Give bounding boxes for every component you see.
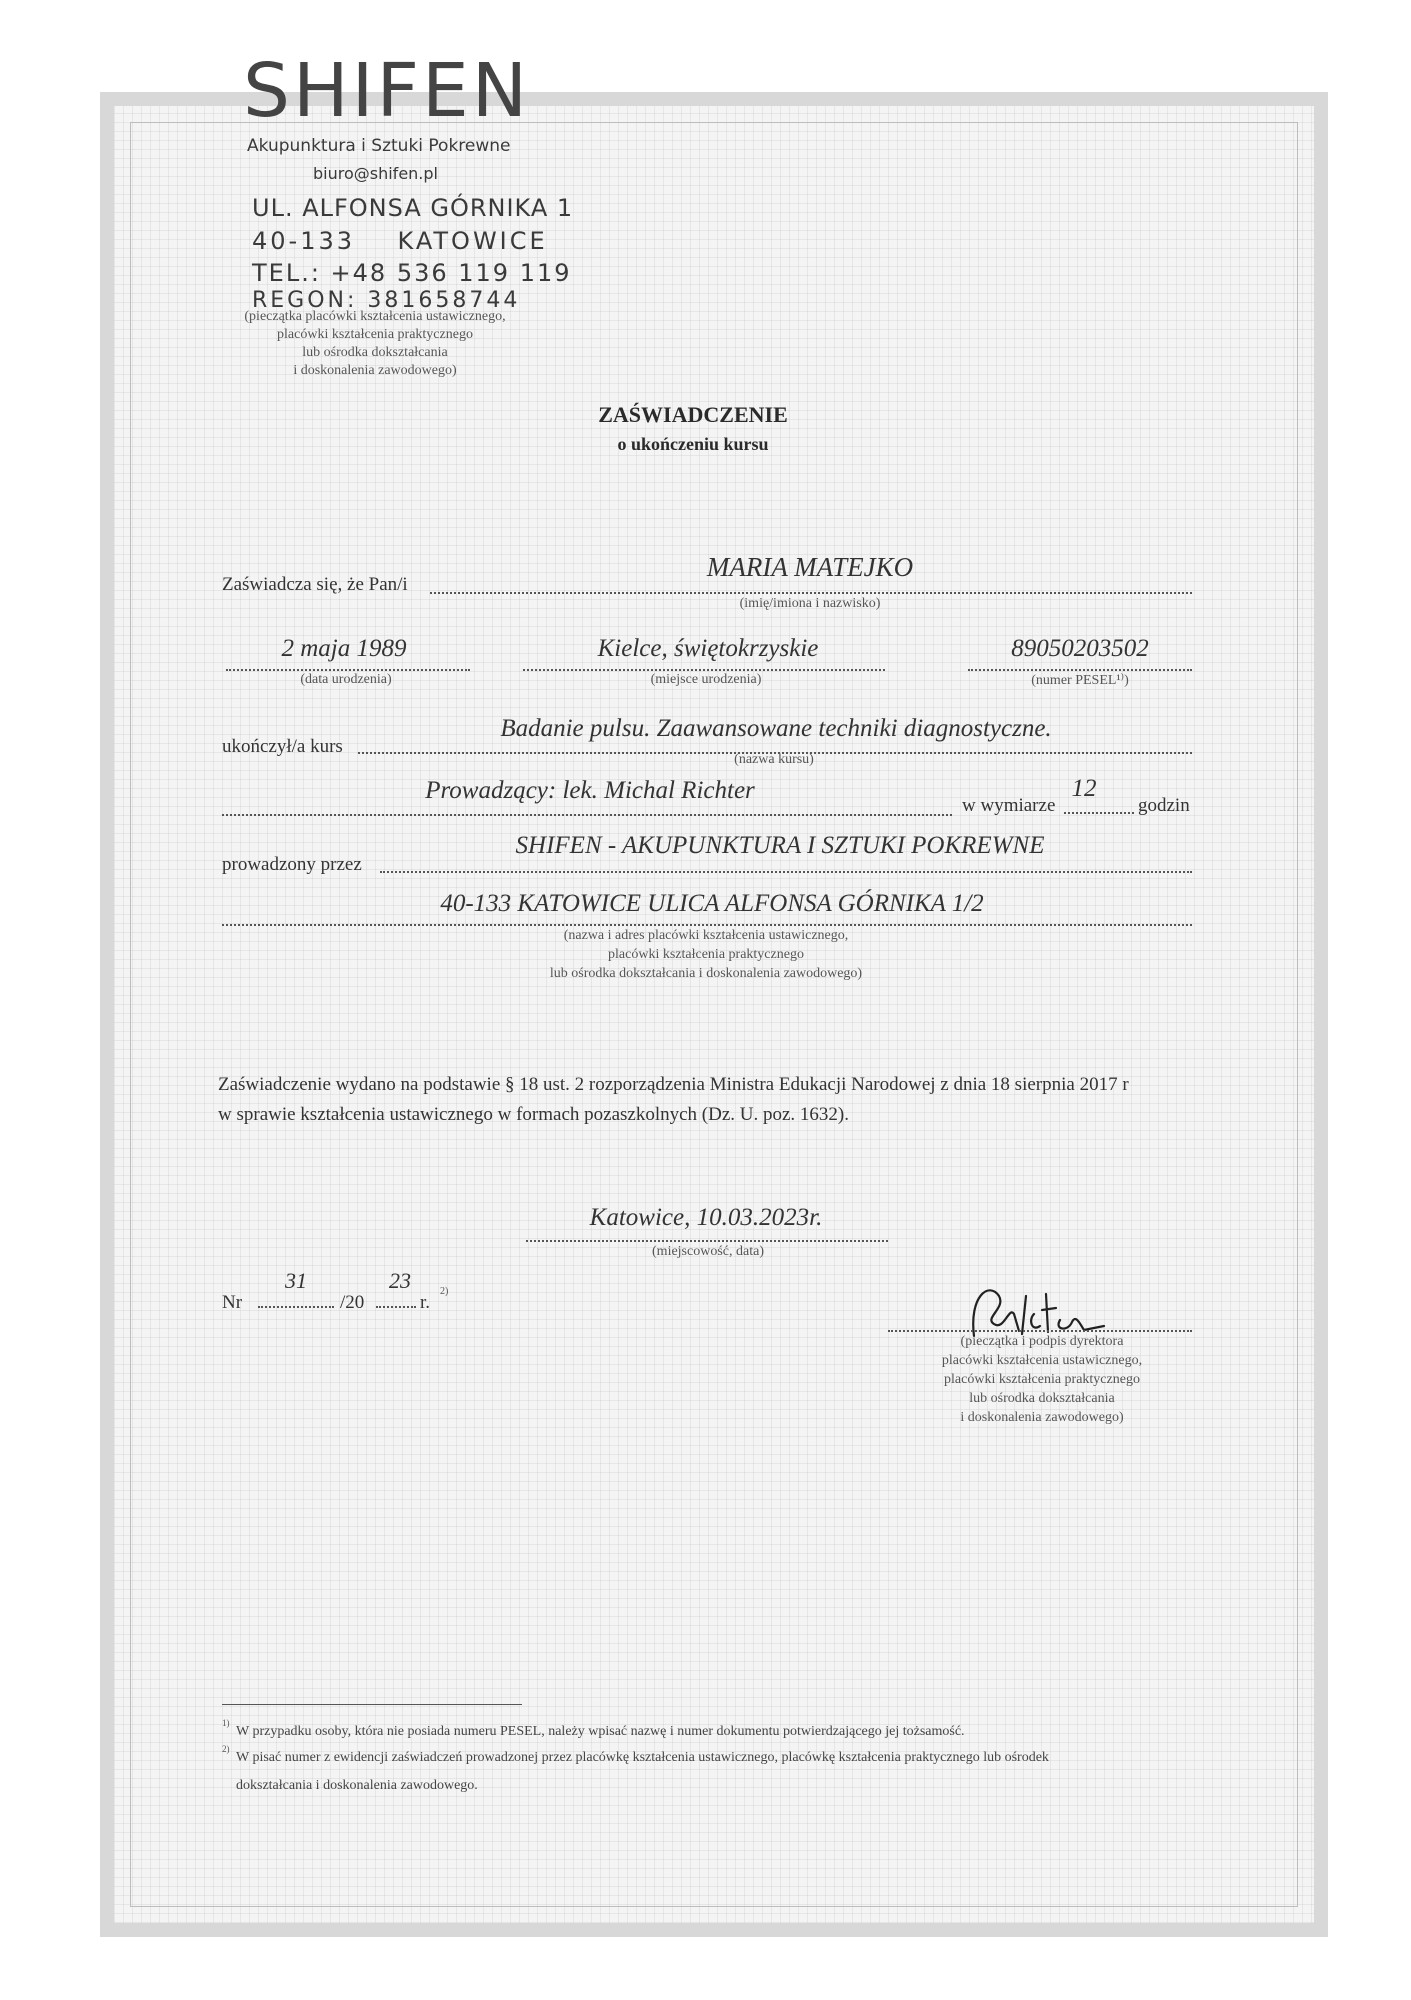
stamp-caption-line: lub ośrodka dokształcania [302,345,448,360]
birth-place: Kielce, świętokrzyskie [597,635,819,662]
certificate-inner-frame [130,122,1298,1907]
number-suffix: r. [420,1292,431,1313]
birth-date: 2 maja 1989 [281,635,407,662]
pesel-caption: (numer PESEL¹⁾) [1031,673,1129,688]
signature-caption-line: placówki kształcenia ustawicznego, [941,1353,1143,1368]
stamp-caption-line: placówki kształcenia praktycznego [277,327,473,342]
dotted-line [968,669,1192,671]
signature-caption-line: (pieczątka i podpis dyrektora [960,1334,1124,1349]
footnote1-text: W przypadku osoby, która nie posiada numeru PESEL, należy wpisać nazwę i numer dokumentu potwierdzającego jej tożsamość. [236,1724,965,1739]
stamp-regon: REGON: 381658744 [252,288,521,313]
organizer-name: SHIFEN - AKUPUNKTURA I SZTUKI POKREWNE [515,832,1045,859]
number-middle: /20 [340,1292,365,1313]
organizer-caption-line: placówki kształcenia praktycznego [608,947,804,962]
dotted-line [380,871,1192,873]
company-logo: SHIFEN [243,48,531,134]
person-name: MARIA MATEJKO [706,552,914,582]
footnote-separator [222,1704,522,1705]
course-label: ukończył/a kurs [222,736,343,757]
signature-caption-line: placówki kształcenia praktycznego [944,1372,1140,1387]
course-caption: (nazwa kursu) [734,752,814,767]
dotted-line [526,1240,888,1242]
signature-caption-line: i doskonalenia zawodowego) [960,1410,1124,1425]
pesel-number: 89050203502 [1011,635,1149,662]
stamp-subtitle: Akupunktura i Sztuki Pokrewne [247,136,511,156]
dotted-line [523,669,885,671]
document-subtitle: o ukończeniu kursu [617,434,769,454]
dotted-line [376,1306,416,1308]
birth-date-caption: (data urodzenia) [300,672,392,687]
stamp-address-line2: 40-133 KATOWICE [252,227,548,255]
legal-basis [218,1070,1129,1130]
dotted-line [430,592,1192,594]
course-instructor: Prowadzący: lek. Michal Richter [425,777,755,804]
hours-unit: godzin [1138,795,1190,816]
signature-caption [942,1332,1142,1427]
stamp-caption-line: (pieczątka placówki kształcenia ustawicznego, [244,309,506,324]
issue-place-date: Katowice, 10.03.2023r. [589,1204,823,1231]
organizer-caption-line: lub ośrodka dokształcania i doskonalenia zawodowego) [549,966,863,981]
person-label: Zaświadcza się, że Pan/i [222,574,408,595]
dotted-line [258,1306,334,1308]
certificate-number: 31 [285,1268,307,1293]
footnote2-mark: 2) [222,1744,230,1754]
dotted-line [1064,812,1134,814]
organizer-label: prowadzony przez [222,854,362,875]
issue-caption: (miejscowość, data) [652,1244,764,1259]
birth-place-caption: (miejsce urodzenia) [650,672,762,687]
organizer-address: 40-133 KATOWICE ULICA ALFONSA GÓRNIKA 1/2 [440,890,984,917]
name-caption: (imię/imiona i nazwisko) [739,596,881,611]
stamp-email: biuro@shifen.pl [313,164,438,183]
organizer-caption [550,926,862,983]
footnote2-text-line1: W pisać numer z ewidencji zaświadczeń prowadzonej przez placówkę kształcenia ustawicznego, placówkę kształcenia praktycznego lub ośrodek [236,1750,1049,1765]
organizer-caption-line: (nazwa i adres placówki kształcenia ustawicznego, [563,928,849,943]
dotted-line [226,669,470,671]
hours-label: w wymiarze [962,795,1056,816]
stamp-phone: TEL.: +48 536 119 119 [252,259,572,287]
legal-basis-line: Zaświadczenie wydano na podstawie § 18 ust. 2 rozporządzenia Ministra Edukacji Narodowej z dnia 18 sierpnia 2017 r [218,1074,1129,1095]
legal-basis-line: w sprawie kształcenia ustawicznego w formach pozaszkolnych (Dz. U. poz. 1632). [218,1104,849,1125]
stamp-caption [244,308,505,380]
stamp-caption-line: i doskonalenia zawodowego) [293,363,457,378]
course-hours: 12 [1071,775,1097,802]
dotted-line [222,814,952,816]
course-name: Badanie pulsu. Zaawansowane techniki diagnostyczne. [500,715,1052,742]
signature-caption-line: lub ośrodka dokształcania [969,1391,1115,1406]
number-footnote-mark: 2) [440,1286,449,1297]
number-prefix: Nr [222,1292,243,1313]
footnote1-mark: 1) [222,1718,230,1728]
stamp-address-line1: UL. ALFONSA GÓRNIKA 1 [252,194,574,222]
certificate-year: 23 [389,1268,411,1293]
footnote2-text-line2: dokształcania i doskonalenia zawodowego. [236,1778,478,1793]
document-title: ZAŚWIADCZENIE [598,402,788,427]
